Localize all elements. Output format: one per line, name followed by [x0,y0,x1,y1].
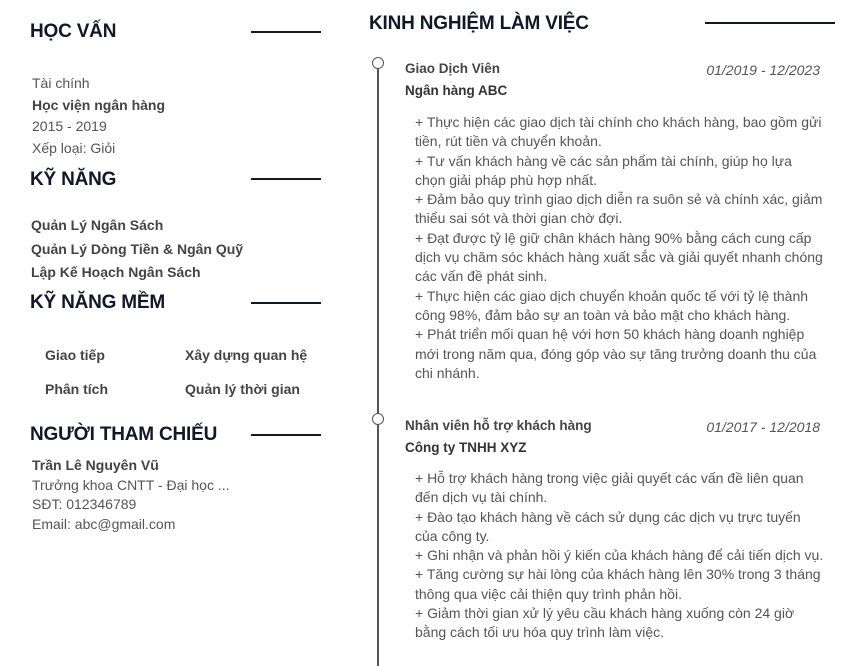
soft-skills-title: KỸ NĂNG MỀM [30,292,166,313]
job-title: Giao Dịch Viên [405,61,501,76]
soft-skills-grid [45,338,325,406]
references-divider [251,434,321,436]
job-bullet: + Đạt được tỷ lệ giữ chân khách hàng 90% bằng cách cung cấp dịch vụ chăm sóc khách hàng xuất sắc và giải quyết nhanh chóng các vấn đề phát sinh. [415,229,823,285]
job-description [415,113,825,383]
reference-name: Trần Lê Nguyên Vũ [32,457,159,473]
skill-item: Quản Lý Ngân Sách [31,217,164,233]
reference-section [32,456,230,534]
experience-divider [705,22,835,24]
job-bullet: + Tư vấn khách hàng về các sản phẩm tài chính, giúp họ lựa chọn giải pháp phù hợp nhất. [415,152,792,188]
timeline-dot-icon [372,413,384,425]
experience-title: KINH NGHIỆM LÀM VIỆC [369,13,589,34]
job-bullet: + Thực hiện các giao dịch tài chính cho khách hàng, bao gồm gửi tiền, rút tiền và chuyển khoản. [415,114,822,150]
skills-list [31,214,243,285]
job-company: Ngân hàng ABC [405,83,508,98]
soft-skills-divider [251,302,321,304]
job-description [415,469,825,643]
job-bullet: + Ghi nhận và phản hồi ý kiến của khách hàng để cải tiến dịch vụ. [415,547,824,564]
skills-divider [251,178,321,180]
timeline-dot-icon [372,57,384,69]
skill-item: Lập Kế Hoạch Ngân Sách [31,264,201,280]
reference-phone: SĐT: 012346789 [32,496,137,512]
soft-skill-item: Quản lý thời gian [185,381,300,397]
job-bullet: + Tăng cường sự hài lòng của khách hàng lên 30% trong 3 tháng thông qua việc cải thiện quy trình phản hồi. [415,566,821,602]
education-grade: Xếp loại: Giỏi [32,139,116,156]
soft-skill-item: Xây dựng quan hệ [185,347,308,363]
soft-skill-item: Giao tiếp [45,347,105,363]
job-bullet: + Đảm bảo quy trình giao dịch diễn ra suôn sẻ và chính xác, giảm thiểu sai sót và thời gian chờ đợi. [415,191,823,227]
job-title: Nhân viên hỗ trợ khách hàng [405,418,592,433]
job-date: 01/2019 - 12/2023 [706,62,820,78]
education-years: 2015 - 2019 [32,118,107,134]
job-company: Công ty TNHH XYZ [405,440,527,455]
education-school: Học viện ngân hàng [32,96,166,113]
education-major: Tài chính [32,75,90,91]
job-bullet: + Hỗ trợ khách hàng trong việc giải quyết các vấn đề liên quan đến dịch vụ tài chính. [415,470,804,506]
job-date: 01/2017 - 12/2018 [706,419,820,435]
reference-email: Email: abc@gmail.com [32,515,176,532]
education-divider [251,31,321,33]
education-section [32,73,165,159]
job-bullet: + Giảm thời gian xử lý yêu cầu khách hàng xuống còn 24 giờ bằng cách tối ưu hóa quy trình làm việc. [415,605,795,641]
reference-position: Trưởng khoa CNTT - Đại học ... [32,476,230,493]
education-title: HỌC VẤN [30,21,117,42]
job-bullet: + Phát triển mối quan hệ với hơn 50 khách hàng doanh nghiệp mới trong năm qua, đóng góp vào sự tăng trưởng doanh thu của chi nhánh. [415,326,817,381]
job-bullet: + Đào tạo khách hàng về cách sử dụng các dịch vụ trực tuyến của công ty. [415,508,801,544]
references-title: NGƯỜI THAM CHIẾU [30,424,218,445]
timeline-line [377,68,379,666]
skill-item: Quản Lý Dòng Tiền & Ngân Quỹ [31,240,244,257]
job-bullet: + Thực hiện các giao dịch chuyển khoản quốc tế với tỷ lệ thành công 98%, đảm bảo sự an toàn và bảo mật cho khách hàng. [415,287,809,323]
soft-skill-item: Phân tích [45,381,109,397]
skills-title: KỸ NĂNG [30,169,117,190]
